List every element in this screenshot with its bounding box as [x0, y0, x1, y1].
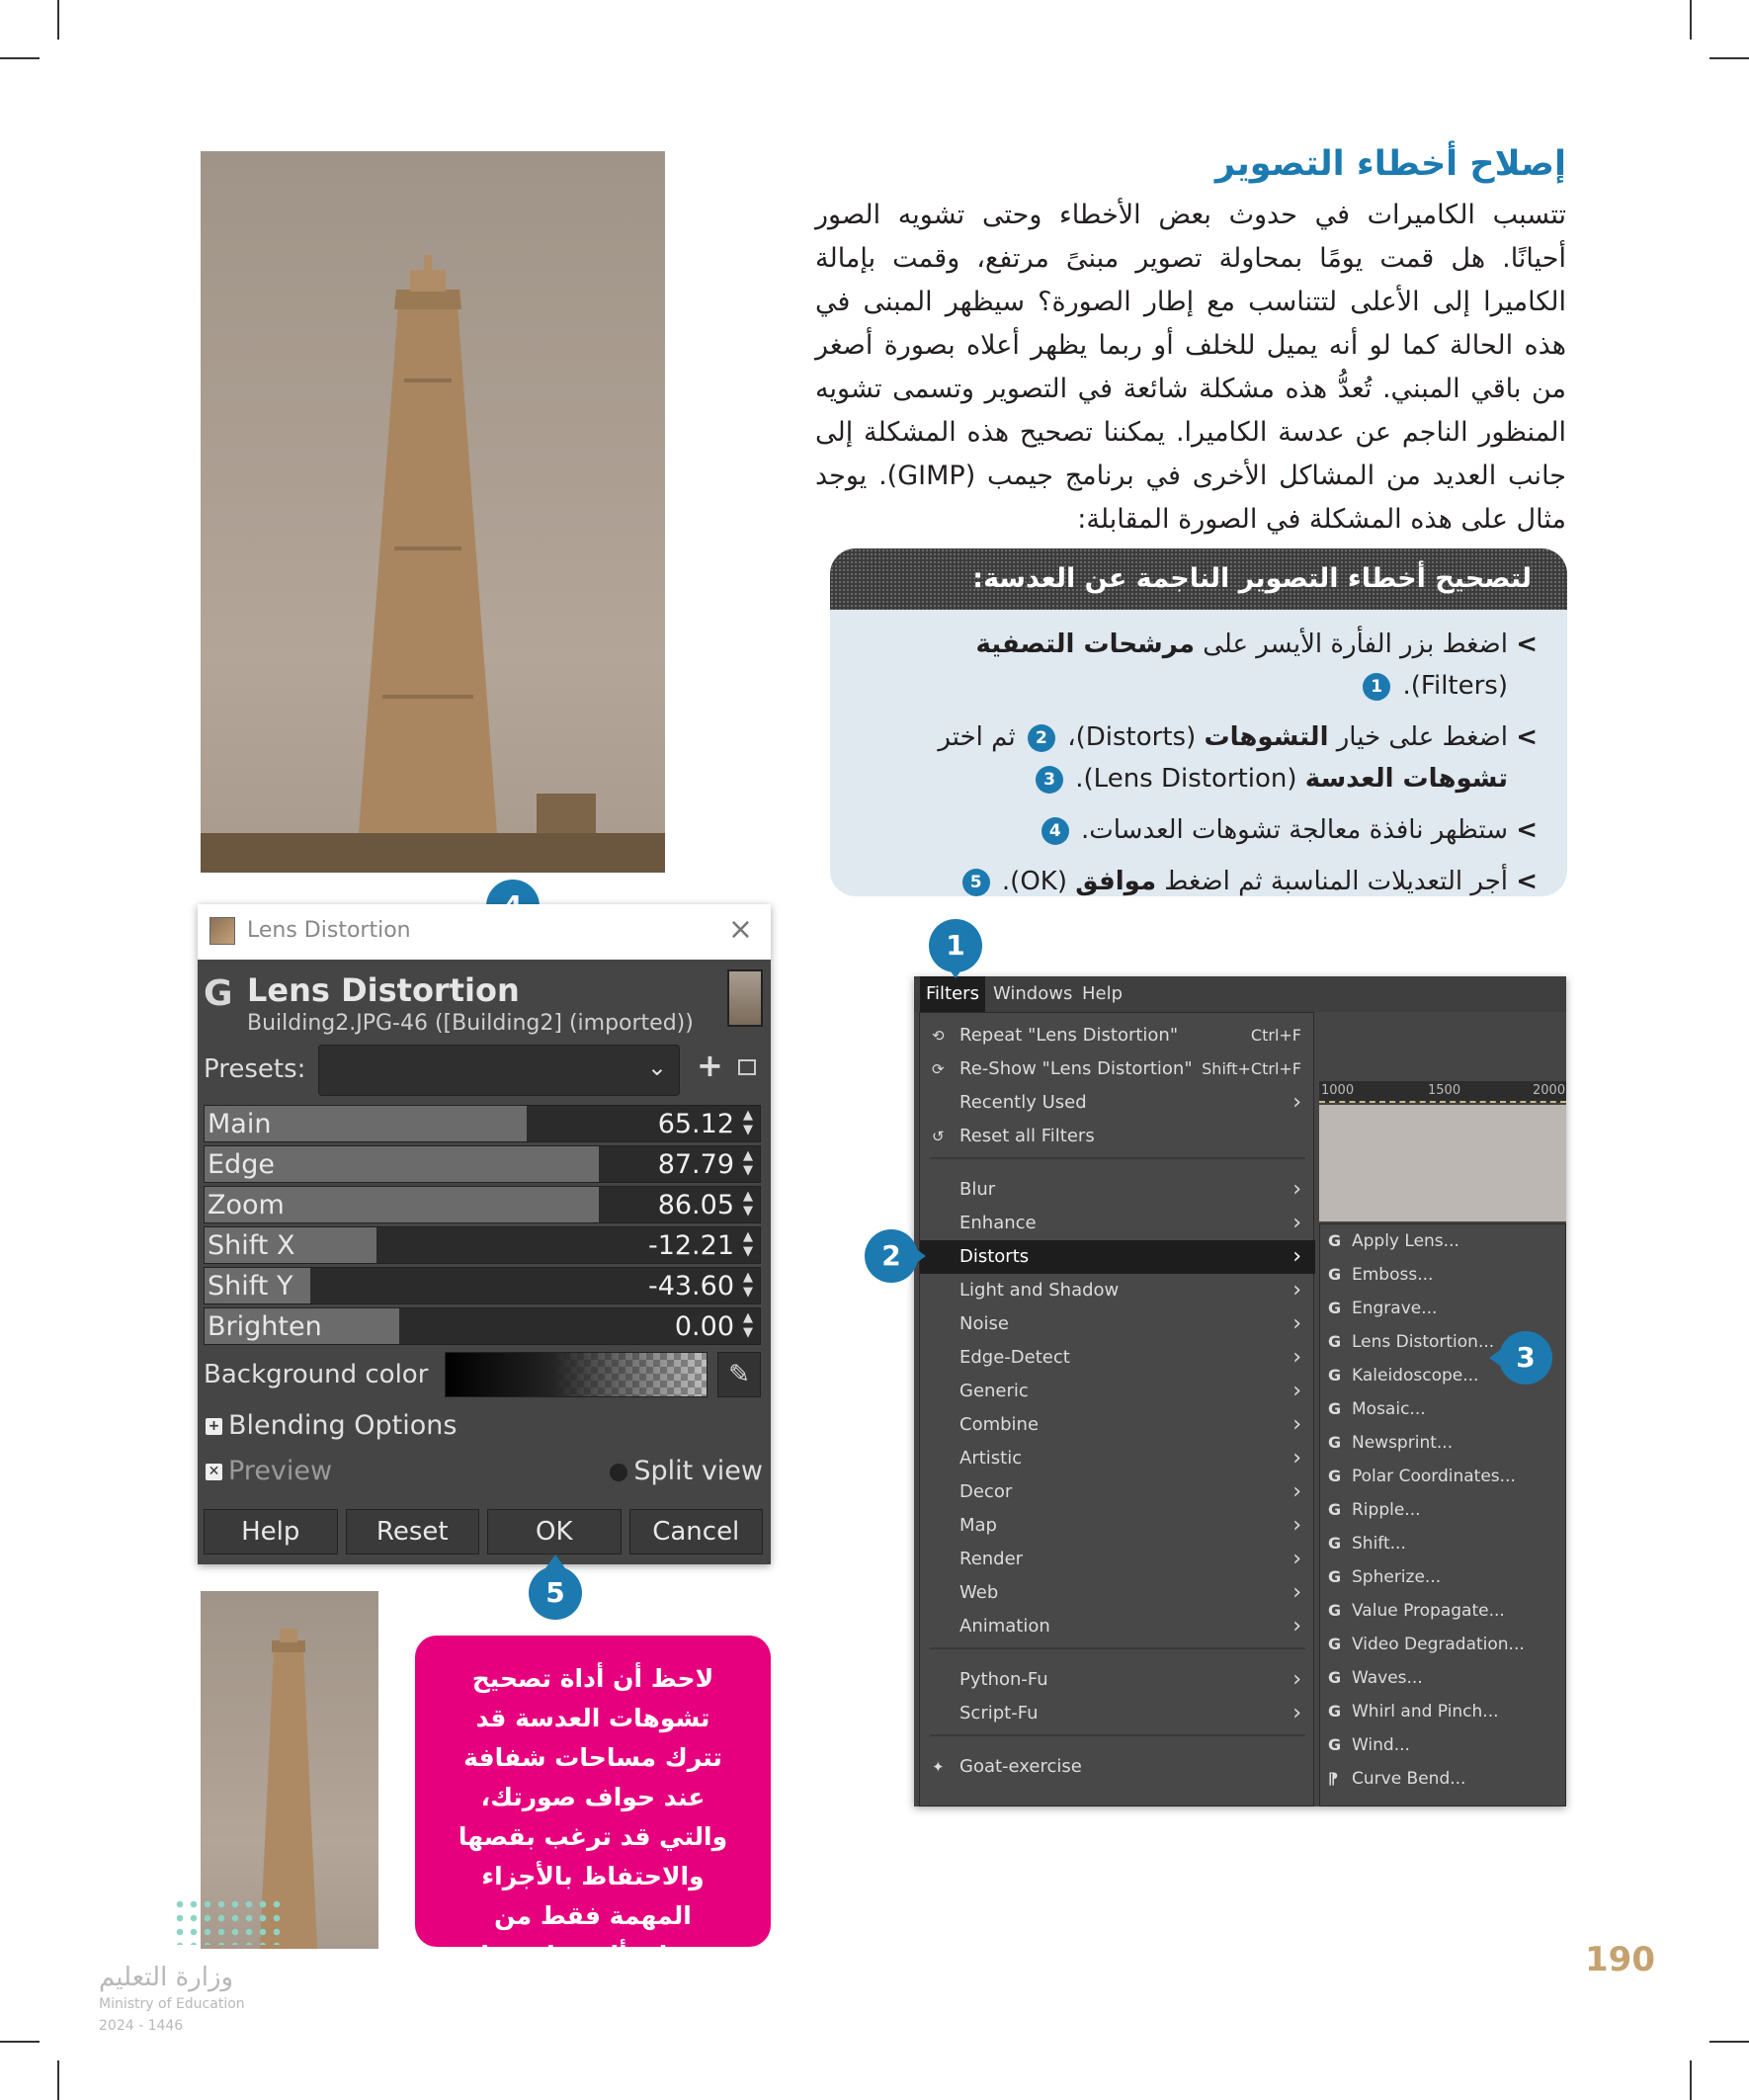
- body-paragraph: تتسبب الكاميرات في حدوث بعض الأخطاء وحتى تشويه الصور أحيانًا. هل قمت يومًا بمحاولة تصوير مبنىً مرتفع، وقمت بإمالة الكاميرا إلى الأعلى لتتناسب مع إطار الصورة؟ سيظهر المبنى في هذه الحالة كما لو أنه يميل للخلف أو ربما يظهر أعلاه بصورة أصغر من باقي المبني. تُعدُّ هذه مشكلة شائعة في التصوير وتسمى تشويه المنظور الناجم عن عدسة الكاميرا. يمكننا تصحيح هذه المشكلة إلى جانب العديد من المشاكل الأخرى في برنامج جيمب (GIMP). يوجد مثال على هذه المشكلة في الصورة المقابلة:: [815, 200, 1566, 535]
- preview-checkbox[interactable]: ✕ Preview: [206, 1456, 332, 1486]
- chevron-right-icon: ›: [1292, 1446, 1301, 1470]
- ok-button[interactable]: OK: [487, 1509, 622, 1554]
- submenu-item[interactable]: G Wind...: [1320, 1728, 1566, 1762]
- submenu-item[interactable]: G Kaleidoscope...: [1320, 1359, 1566, 1392]
- gegl-icon: G: [1328, 1467, 1342, 1485]
- gegl-icon: G: [1328, 1668, 1342, 1687]
- ministry-logo: وزارة التعليم Ministry of Education 2024 - 1446: [99, 1897, 316, 2036]
- menu-item-map[interactable]: Map ›: [920, 1509, 1315, 1543]
- distorts-submenu: [1319, 1223, 1566, 1806]
- menu-item-script-fu[interactable]: Script-Fu ›: [920, 1697, 1315, 1730]
- step-badge: 5: [962, 869, 990, 896]
- gegl-icon: G: [1328, 1500, 1342, 1519]
- cancel-button[interactable]: Cancel: [629, 1509, 764, 1554]
- gegl-icon: G: [1328, 1299, 1342, 1317]
- slider-brighten[interactable]: Brighten 0.00 ▲ ▼: [204, 1307, 761, 1345]
- reset-button[interactable]: Reset: [346, 1509, 480, 1554]
- callout-badge-3: 3: [1499, 1331, 1552, 1385]
- chevron-down-icon: ⌄: [646, 1053, 667, 1081]
- menu-item-blur[interactable]: Blur ›: [920, 1173, 1315, 1207]
- submenu-item[interactable]: G Waves...: [1320, 1661, 1566, 1695]
- chevron-right-icon: ›: [1292, 1345, 1301, 1370]
- menu-help[interactable]: Help: [1082, 983, 1124, 1004]
- slider-shift-x[interactable]: Shift X -12.21 ▲ ▼: [204, 1226, 761, 1264]
- gimp-filters-screenshot: [914, 976, 1566, 1806]
- submenu-item[interactable]: G Whirl and Pinch...: [1320, 1695, 1566, 1728]
- steps-box: [830, 548, 1567, 896]
- slider-main[interactable]: Main 65.12 ▲ ▼: [204, 1105, 761, 1142]
- reshow-icon: ⟳: [932, 1060, 945, 1078]
- submenu-item[interactable]: G Spherize...: [1320, 1560, 1566, 1594]
- note-box: لاحظ أن أداة تصحيح تشوهات العدسة قد تترك مساحات شفافة عند حواف صورتك، والتي قد ترغب بقصها والاحتفاظ بالأجزاء المهمة فقط من صورتك. ألقِ نظرة على النتيجة النهائية.: [415, 1636, 771, 1947]
- submenu-item[interactable]: G Shift...: [1320, 1527, 1566, 1560]
- menu-item-animation[interactable]: Animation ›: [920, 1610, 1315, 1643]
- spin-arrows-icon[interactable]: ▲ ▼: [743, 1148, 753, 1178]
- submenu-item[interactable]: ⁋ Curve Bend...: [1320, 1762, 1566, 1796]
- callout-badge-1: 1: [929, 919, 982, 972]
- page-number: 190: [1585, 1940, 1655, 1979]
- chevron-right-icon: ›: [1292, 1311, 1301, 1336]
- callout-badge-5: 5: [529, 1566, 582, 1620]
- tower-photo-original: [201, 151, 665, 873]
- gimp-app-icon: [209, 917, 235, 945]
- chevron-right-icon: ›: [1292, 1177, 1301, 1202]
- dialog-window-title: Lens Distortion: [247, 918, 411, 943]
- menu-item-goat-exercise[interactable]: ✦ Goat-exercise: [920, 1750, 1315, 1784]
- menu-separator: [930, 1647, 1305, 1649]
- callout-badge-2: 2: [865, 1229, 918, 1283]
- menu-filters[interactable]: Filters: [920, 976, 985, 1012]
- submenu-item[interactable]: G Newsprint...: [1320, 1426, 1566, 1460]
- chevron-right-icon: ›: [1292, 1614, 1301, 1638]
- menu-item-generic[interactable]: Generic ›: [920, 1375, 1315, 1408]
- spin-arrows-icon[interactable]: ▲ ▼: [743, 1189, 753, 1218]
- filters-menu: [919, 1012, 1314, 1806]
- gegl-icon: G: [1328, 1399, 1342, 1418]
- presets-label: Presets:: [204, 1054, 306, 1084]
- split-view-checkbox[interactable]: Split view: [610, 1456, 763, 1486]
- crop-mark: [1690, 0, 1692, 40]
- crop-mark: [0, 2041, 40, 2043]
- gegl-icon: G: [1328, 1366, 1342, 1385]
- background-color-row: [204, 1352, 763, 1399]
- chevron-right-icon: ›: [1292, 1701, 1301, 1725]
- help-button[interactable]: Help: [204, 1509, 338, 1554]
- chevron-right-icon: ›: [1292, 1513, 1301, 1538]
- chevron-right-icon: ›: [1292, 1547, 1301, 1571]
- tower-photo-final: [201, 1591, 378, 1949]
- menu-item-reshow[interactable]: ⟳ Re-Show "Lens Distortion" Shift+Ctrl+F: [920, 1052, 1315, 1086]
- menu-item-reset-filters[interactable]: ↺ Reset all Filters: [920, 1120, 1315, 1153]
- dialog-buttons: [204, 1509, 763, 1554]
- gegl-icon: G: [1328, 1265, 1342, 1284]
- chevron-right-icon: ›: [1292, 1211, 1301, 1235]
- submenu-item[interactable]: G Engrave...: [1320, 1292, 1566, 1325]
- presets-dropdown[interactable]: [318, 1045, 680, 1096]
- image-thumbnail: [727, 969, 763, 1027]
- chevron-right-icon: ›: [1292, 1244, 1301, 1269]
- close-icon[interactable]: ×: [727, 912, 753, 947]
- gegl-icon: G: [1328, 1601, 1342, 1620]
- step-3: > ستظهر نافذة معالجة تشوهات العدسات. 4: [864, 809, 1538, 851]
- gegl-icon: G: [1328, 1534, 1342, 1553]
- steps-list: [830, 610, 1567, 896]
- canvas-area: [1319, 1105, 1566, 1221]
- gegl-icon: G: [1328, 1702, 1342, 1721]
- step-1: > اضغط بزر الفأرة الأيسر على مرشحات التصفية (Filters). 1: [864, 624, 1538, 707]
- gegl-icon: G: [1328, 1635, 1342, 1653]
- menu-windows[interactable]: Windows: [993, 983, 1073, 1004]
- gegl-icon: G: [1328, 1231, 1342, 1250]
- crop-mark: [57, 2060, 59, 2100]
- submenu-item[interactable]: G Apply Lens...: [1320, 1224, 1566, 1258]
- expand-icon: +: [206, 1418, 222, 1435]
- menu-item-light-shadow[interactable]: Light and Shadow ›: [920, 1274, 1315, 1307]
- menu-item-distorts[interactable]: Distorts ›: [920, 1240, 1315, 1274]
- crop-mark: [0, 57, 40, 59]
- logo-dots: [173, 1897, 282, 1945]
- chevron-right-icon: ›: [1292, 1479, 1301, 1504]
- chevron-right-icon: ›: [1292, 1090, 1301, 1115]
- gegl-icon: G: [1328, 1332, 1342, 1351]
- menu-item-combine[interactable]: Combine ›: [920, 1408, 1315, 1442]
- menu-item-python-fu[interactable]: Python-Fu ›: [920, 1663, 1315, 1697]
- menu-item-repeat[interactable]: ⟲ Repeat "Lens Distortion" Ctrl+F: [920, 1019, 1315, 1052]
- image-name: Building2.JPG-46 ([Building2] (imported)): [247, 1011, 694, 1036]
- menu-item-render[interactable]: Render ›: [920, 1543, 1315, 1576]
- gegl-icon: G: [1328, 1567, 1342, 1586]
- step-badge: 3: [1036, 766, 1063, 794]
- menu-item-decor[interactable]: Decor ›: [920, 1475, 1315, 1509]
- menu-separator: [930, 1734, 1305, 1736]
- background-color-swatch[interactable]: [445, 1352, 708, 1397]
- goat-icon: ✦: [932, 1758, 945, 1776]
- menubar: [914, 976, 1566, 1012]
- plugin-name: Lens Distortion: [247, 971, 520, 1009]
- color-picker-icon[interactable]: ✎: [717, 1352, 761, 1397]
- chevron-right-icon: ›: [1292, 1278, 1301, 1302]
- chevron-right-icon: ›: [1292, 1580, 1301, 1605]
- crop-mark: [57, 0, 59, 40]
- spin-arrows-icon[interactable]: ▲ ▼: [743, 1270, 753, 1300]
- menu-item-edge-detect[interactable]: Edge-Detect ›: [920, 1341, 1315, 1375]
- step-badge: 4: [1041, 817, 1069, 845]
- script-icon: ⁋: [1328, 1769, 1339, 1788]
- chevron-right-icon: ›: [1292, 1379, 1301, 1403]
- submenu-item[interactable]: G Mosaic...: [1320, 1392, 1566, 1426]
- slider-zoom[interactable]: Zoom 86.05 ▲ ▼: [204, 1186, 761, 1223]
- step-badge: 2: [1028, 724, 1055, 752]
- preset-menu-icon[interactable]: [738, 1059, 756, 1075]
- gegl-icon: G: [204, 973, 233, 1014]
- crop-mark: [1690, 2060, 1692, 2100]
- step-badge: 1: [1363, 673, 1390, 701]
- submenu-item[interactable]: G Value Propagate...: [1320, 1594, 1566, 1628]
- gegl-icon: G: [1328, 1433, 1342, 1452]
- menu-separator: [930, 1157, 1305, 1159]
- submenu-item[interactable]: G Video Degradation...: [1320, 1628, 1566, 1661]
- submenu-item[interactable]: G Ripple...: [1320, 1493, 1566, 1527]
- crop-mark: [1709, 57, 1749, 59]
- presets-row: [198, 1043, 771, 1098]
- menu-item-recently-used[interactable]: Recently Used ›: [920, 1086, 1315, 1120]
- menu-item-noise[interactable]: Noise ›: [920, 1307, 1315, 1341]
- checkbox-unchecked-icon: [610, 1464, 627, 1481]
- lens-distortion-dialog: [198, 904, 771, 1564]
- chevron-right-icon: ›: [1292, 1412, 1301, 1437]
- steps-title: لتصحيح أخطاء التصوير الناجمة عن العدسة:: [830, 548, 1567, 610]
- add-preset-icon[interactable]: +: [697, 1047, 723, 1084]
- dialog-titlebar: [198, 904, 771, 960]
- submenu-item-lens-distortion[interactable]: G Lens Distortion...: [1320, 1325, 1566, 1359]
- slider-shift-y[interactable]: Shift Y -43.60 ▲ ▼: [204, 1267, 761, 1304]
- repeat-icon: ⟲: [932, 1027, 945, 1045]
- checkbox-checked-icon: ✕: [206, 1464, 222, 1480]
- menu-item-artistic[interactable]: Artistic ›: [920, 1442, 1315, 1475]
- spin-arrows-icon[interactable]: ▲ ▼: [743, 1229, 753, 1259]
- section-heading: إصلاح أخطاء التصوير: [1214, 144, 1566, 184]
- chevron-right-icon: ›: [1292, 1667, 1301, 1692]
- blending-options-expander[interactable]: + Blending Options: [206, 1410, 457, 1441]
- menu-item-web[interactable]: Web ›: [920, 1576, 1315, 1610]
- spin-arrows-icon[interactable]: ▲ ▼: [743, 1310, 753, 1340]
- gegl-icon: G: [1328, 1735, 1342, 1754]
- submenu-item[interactable]: G Emboss...: [1320, 1258, 1566, 1292]
- step-2: > اضغط على خيار التشوهات (Distorts)، 2 ثم اختر تشوهات العدسة (Lens Distortion). 3: [864, 716, 1538, 799]
- slider-edge[interactable]: Edge 87.79 ▲ ▼: [204, 1145, 761, 1183]
- background-color-label: Background color: [204, 1360, 429, 1389]
- spin-arrows-icon[interactable]: ▲ ▼: [743, 1108, 753, 1137]
- reset-icon: ↺: [932, 1128, 945, 1145]
- crop-mark: [1709, 2041, 1749, 2043]
- ruler: 1000 1500 2000: [1319, 1081, 1566, 1103]
- menu-item-enhance[interactable]: Enhance ›: [920, 1207, 1315, 1240]
- submenu-item[interactable]: G Polar Coordinates...: [1320, 1460, 1566, 1493]
- step-4: > أجرِ التعديلات المناسبة ثم اضغط موافق (OK). 5: [864, 861, 1538, 896]
